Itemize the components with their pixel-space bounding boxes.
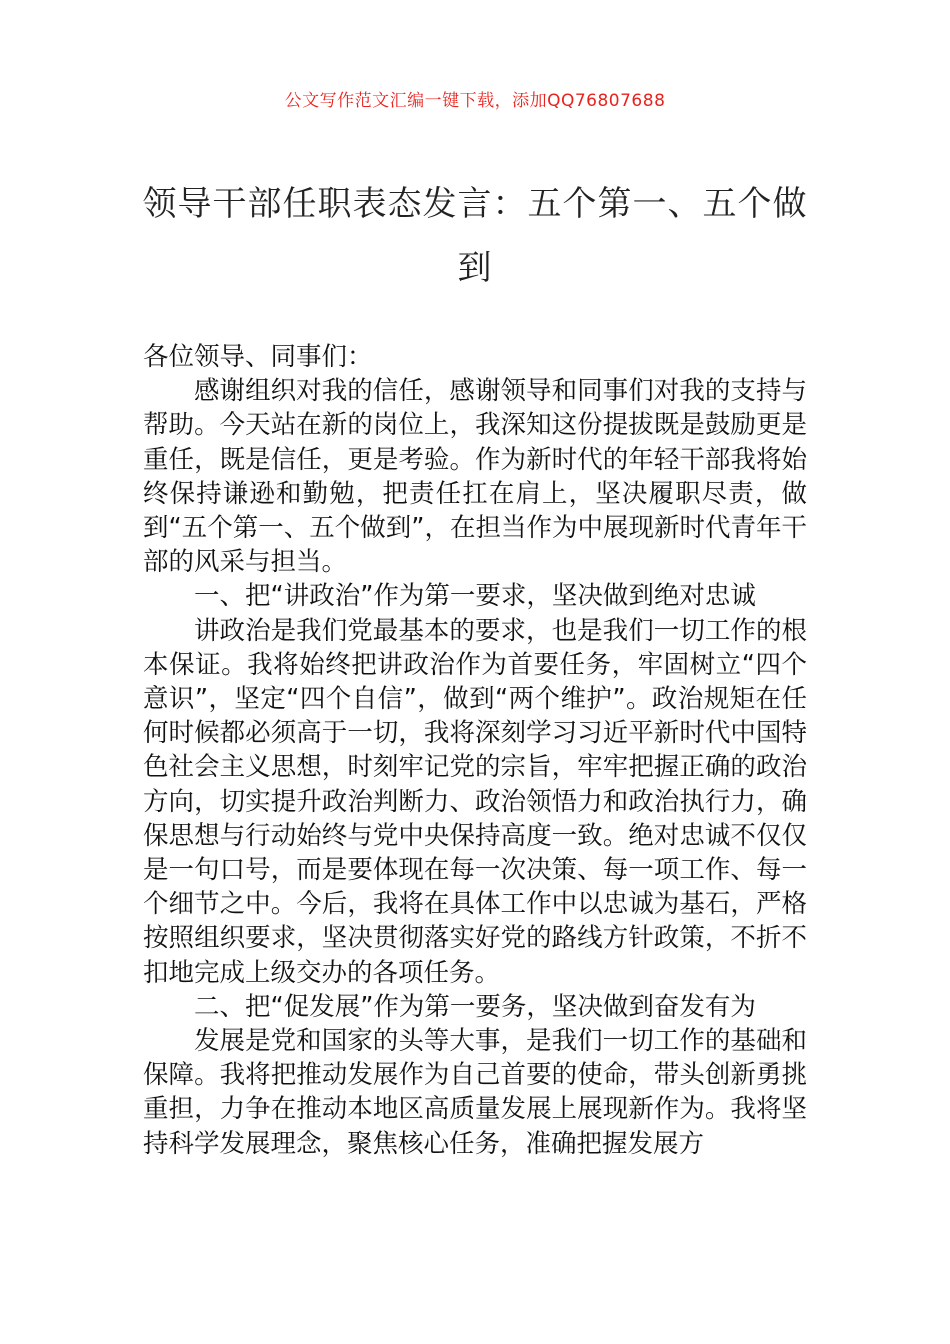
section-heading-2: 二、把“促发展”作为第一要务，坚决做到奋发有为 bbox=[194, 991, 756, 1022]
document-body bbox=[143, 340, 807, 1161]
document-title: 领导干部任职表态发言：五个第一、五个做到 bbox=[142, 184, 808, 288]
watermark-banner: 公文写作范文汇编一键下载，添加QQ76807688 bbox=[284, 91, 666, 111]
section-heading-1: 一、把“讲政治”作为第一要求，坚决做到绝对忠诚 bbox=[194, 581, 756, 612]
paragraph-intro: 感谢组织对我的信任，感谢领导和同事们对我的支持与帮助。今天站在新的岗位上，我深知这份提拔既是鼓励更是重任，既是信任，更是考验。作为新时代的年轻干部我将始终保持谦逊和勤勉，把责任扛在肩上，坚决履职尽责，做到“五个第一、五个做到”，在担当作为中展现新时代青年干部的风采与担当。 bbox=[143, 376, 807, 578]
salutation: 各位领导、同事们： bbox=[143, 342, 373, 372]
paragraph-section-1: 讲政治是我们党最基本的要求，也是我们一切工作的根本保证。我将始终把讲政治作为首要任务，牢固树立“四个意识”，坚定“四个自信”，做到“两个维护”。政治规矩在任何时候都必须高于一切，我将深刻学习习近平新时代中国特色社会主义思想，时刻牢记党的宗旨，牢牢把握正确的政治方向，切实提升政治判断力、政治领悟力和政治执行力，确保思想与行动始终与党中央保持高度一致。绝对忠诚不仅仅是一句口号，而是要体现在每一次决策、每一项工作、每一个细节之中。今后，我将在具体工作中以忠诚为基石，严格按照组织要求，坚决贯彻落实好党的路线方针政策，不折不扣地完成上级交办的各项任务。 bbox=[143, 615, 807, 988]
paragraph-section-2: 发展是党和国家的头等大事，是我们一切工作的基础和保障。我将把推动发展作为自己首要的使命，带头创新勇挑重担，力争在推动本地区高质量发展上展现新作为。我将坚持科学发展理念，聚焦核心任务，准确把握发展方 bbox=[143, 1026, 807, 1159]
